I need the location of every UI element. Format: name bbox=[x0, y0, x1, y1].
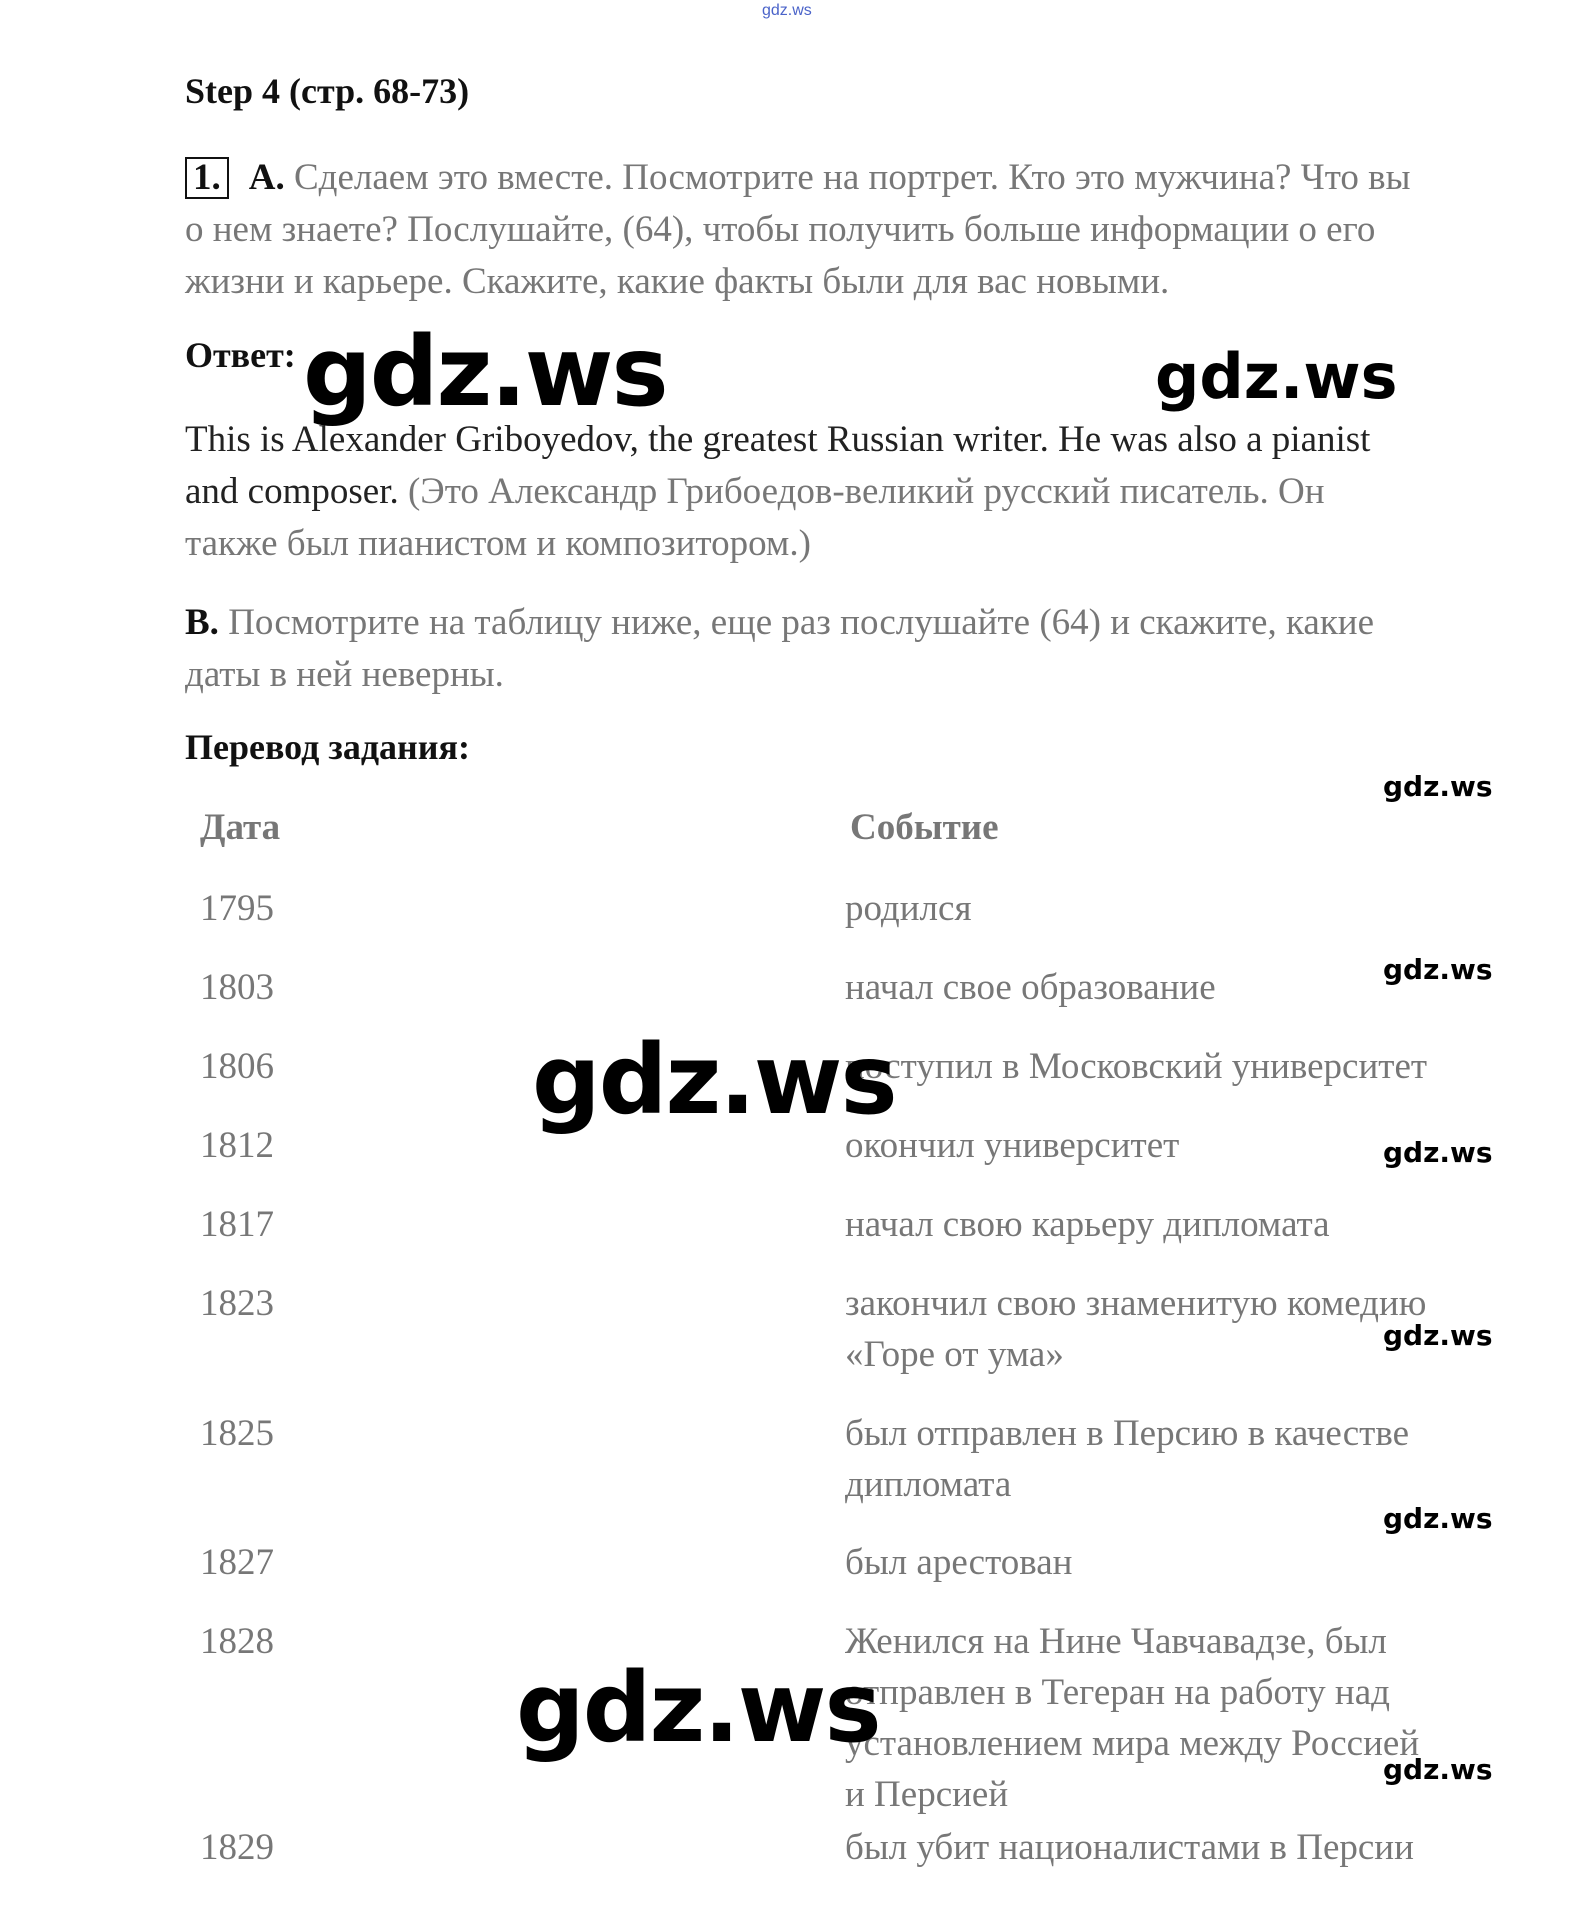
section-heading: Step 4 (стр. 68-73) bbox=[185, 71, 470, 111]
table-cell-event: «Горе от ума» bbox=[845, 1334, 1064, 1375]
task-b-line-1 bbox=[185, 597, 1374, 649]
watermark-small: gdz.ws bbox=[1383, 770, 1493, 803]
column-header-event: Событие bbox=[850, 807, 999, 848]
answer-line-3: также был пианистом и композитором.) bbox=[185, 523, 811, 564]
table-cell-event: начал свое образование bbox=[845, 967, 1216, 1008]
table-cell-event: родился bbox=[845, 888, 972, 929]
task-a-text-1: Сделаем это вместе. Посмотрите на портрет. Кто это мужчина? Что вы bbox=[293, 157, 1411, 198]
watermark-large: gdz.ws bbox=[516, 1652, 880, 1764]
table-cell-event: и Персией bbox=[845, 1774, 1009, 1815]
watermark-medium: gdz.ws bbox=[1155, 340, 1398, 413]
table-cell-event: отправлен в Тегеран на работу над bbox=[845, 1672, 1390, 1713]
watermark-large: gdz.ws bbox=[303, 316, 667, 428]
table-cell-date: 1812 bbox=[200, 1125, 274, 1166]
table-cell-date: 1823 bbox=[200, 1283, 274, 1324]
table-cell-event: закончил свою знаменитую комедию bbox=[845, 1283, 1427, 1324]
task-a-line-3: жизни и карьере. Скажите, какие факты были для вас новыми. bbox=[185, 261, 1170, 302]
table-cell-date: 1829 bbox=[200, 1827, 274, 1868]
answer-line-2-ru: (Это Александр Грибоедов-великий русский писатель. Он bbox=[398, 471, 1325, 512]
task-a-letter: A. bbox=[248, 157, 285, 198]
table-cell-date: 1827 bbox=[200, 1542, 274, 1583]
table-cell-event: был отправлен в Персию в качестве bbox=[845, 1413, 1409, 1454]
table-cell-date: 1828 bbox=[200, 1621, 274, 1662]
watermark-small: gdz.ws bbox=[1383, 1136, 1493, 1169]
table-cell-event: начал свою карьеру дипломата bbox=[845, 1204, 1330, 1245]
column-header-date: Дата bbox=[200, 807, 281, 848]
table-cell-event: поступил в Московский университет bbox=[845, 1046, 1428, 1087]
table-cell-event: окончил университет bbox=[845, 1125, 1180, 1166]
answer-line-2-en: and composer. bbox=[185, 471, 399, 512]
task-number-box: 1. bbox=[185, 157, 229, 199]
task-a-line-2: о нем знаете? Послушайте, (64), чтобы получить больше информации о его bbox=[185, 209, 1376, 250]
answer-line-1: This is Alexander Griboyedov, the greatest Russian writer. He was also a pianist bbox=[185, 419, 1371, 460]
table-cell-event: был убит националистами в Персии bbox=[845, 1827, 1414, 1868]
table-cell-date: 1806 bbox=[200, 1046, 274, 1087]
table-cell-event: установлением мира между Россией bbox=[845, 1723, 1420, 1764]
table-cell-date: 1795 bbox=[200, 888, 274, 929]
watermark-small: gdz.ws bbox=[1383, 1502, 1493, 1535]
top-watermark: gdz.ws bbox=[762, 2, 812, 19]
watermark-small: gdz.ws bbox=[1383, 1319, 1493, 1352]
task-b-text-1: Посмотрите на таблицу ниже, еще раз послушайте (64) и скажите, какие bbox=[228, 602, 1375, 643]
watermark-small: gdz.ws bbox=[1383, 953, 1493, 986]
watermark-small: gdz.ws bbox=[1383, 1753, 1493, 1786]
table-cell-date: 1817 bbox=[200, 1204, 274, 1245]
answer-label: Ответ: bbox=[185, 335, 296, 375]
task-b-letter: B. bbox=[185, 602, 219, 643]
answer-line-2 bbox=[185, 466, 1325, 518]
table-cell-event: Женился на Нине Чавчавадзе, был bbox=[845, 1621, 1387, 1662]
watermark-large: gdz.ws bbox=[532, 1024, 896, 1136]
table-cell-date: 1825 bbox=[200, 1413, 274, 1454]
task-a-line-1 bbox=[185, 152, 1410, 204]
task-b-line-2: даты в ней неверны. bbox=[185, 654, 504, 695]
table-cell-event: был арестован bbox=[845, 1542, 1073, 1583]
table-cell-event: дипломата bbox=[845, 1464, 1012, 1505]
table-cell-date: 1803 bbox=[200, 967, 274, 1008]
translation-label: Перевод задания: bbox=[185, 727, 470, 767]
